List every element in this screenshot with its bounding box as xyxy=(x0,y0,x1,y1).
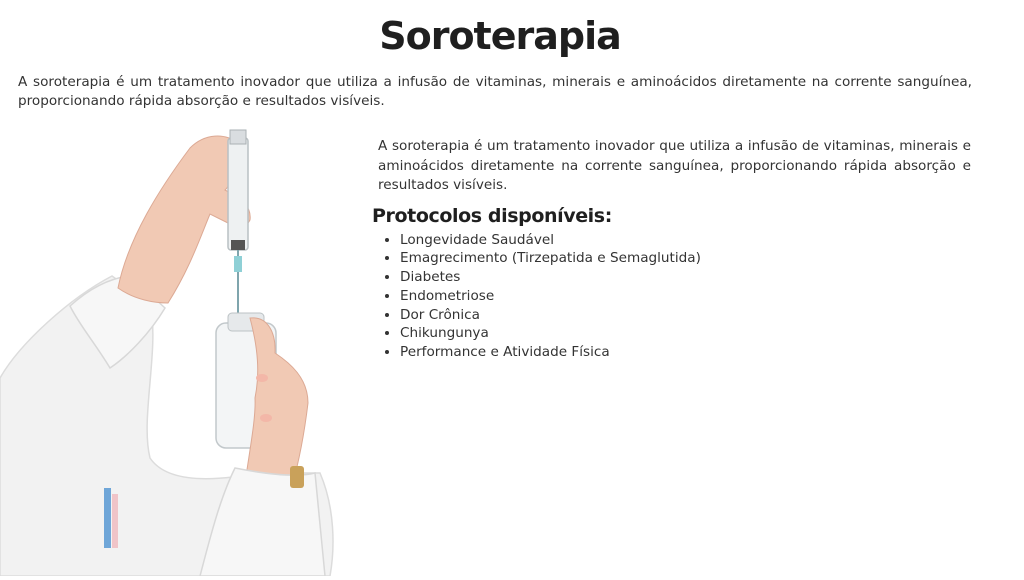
list-item: • Performance e Atividade Física xyxy=(400,343,971,362)
content-column xyxy=(372,137,971,362)
needle-hub xyxy=(234,256,242,272)
list-item: • Chikungunya xyxy=(400,324,971,343)
syringe-plunger xyxy=(230,130,246,144)
list-item: • Dor Crônica xyxy=(400,306,971,325)
list-item: • Longevidade Saudável xyxy=(400,231,971,250)
syringe-tip xyxy=(231,240,245,250)
description-paragraph: A soroterapia é um tratamento inovador que utiliza a infusão de vitaminas, minerais e aminoácidos diretamente na corrente sanguínea, proporcionando rápida absorção e resultados visíveis. xyxy=(378,138,971,193)
pocket-pen xyxy=(112,494,118,548)
protocols-list xyxy=(378,231,971,363)
protocols-heading: Protocolos disponíveis: xyxy=(372,204,612,227)
list-item: • Emagrecimento (Tirzepatida e Semaglutida) xyxy=(400,249,971,268)
intro-paragraph: A soroterapia é um tratamento inovador que utiliza a infusão de vitaminas, minerais e aminoácidos diretamente na corrente sanguínea, proporcionando rápida absorção e resultados visíveis. xyxy=(18,74,972,109)
doctor-syringe-image xyxy=(0,128,340,576)
list-item: • Endometriose xyxy=(400,287,971,306)
fingernail xyxy=(260,414,272,422)
bracelet xyxy=(290,466,304,488)
pocket-pen xyxy=(104,488,111,548)
list-item: • Diabetes xyxy=(400,268,971,287)
syringe-barrel xyxy=(228,138,248,250)
page-title: Soroterapia xyxy=(379,14,621,58)
fingernail xyxy=(256,374,268,382)
